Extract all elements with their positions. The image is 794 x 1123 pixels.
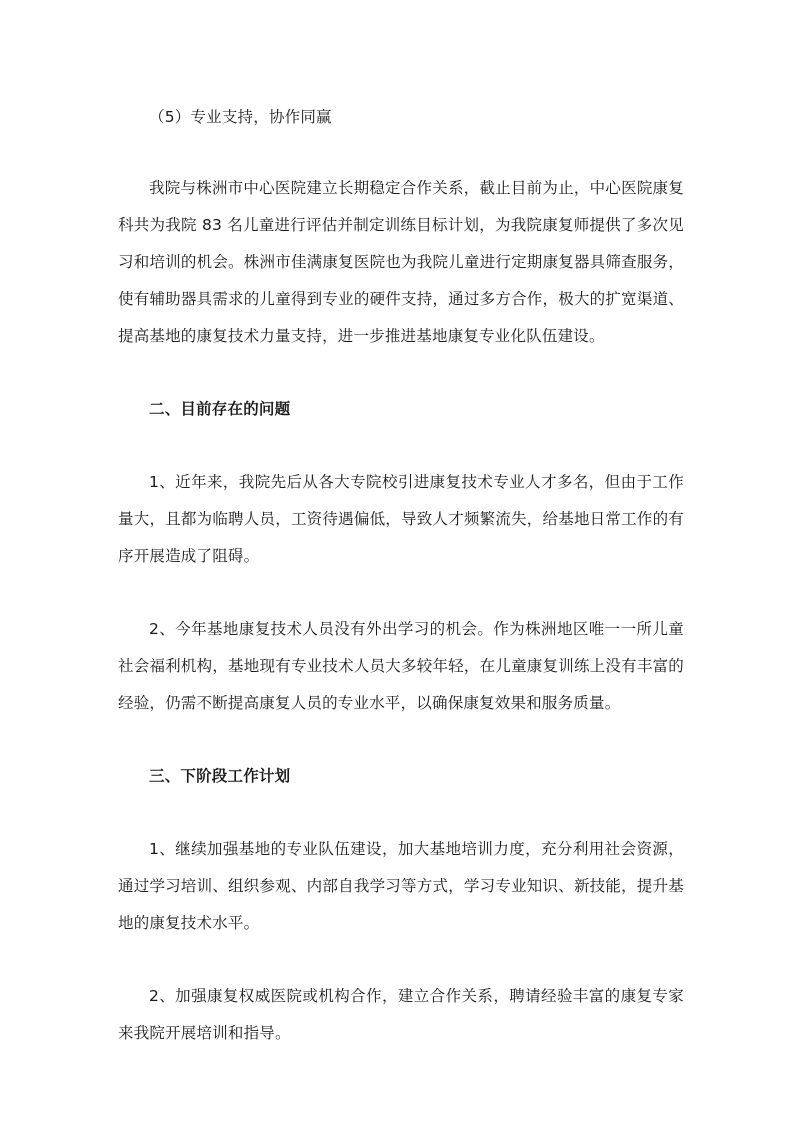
document-body — [118, 99, 684, 1052]
problem-item-2: 2、今年基地康复技术人员没有外出学习的机会。作为株洲地区唯一一所儿童社会福利机构，基地现有专业技术人员大多较年轻，在儿童康复训练上没有丰富的经验，仍需不断提高康复人员的专业水平，以确保康复效果和服务质量。 — [118, 620, 684, 712]
paragraph-spacer — [118, 136, 684, 170]
plan-item-2: 2、加强康复权威医院或机构合作，建立合作关系，聘请经验丰富的康复专家来我院开展培训和指导。 — [118, 987, 684, 1042]
paragraph-spacer — [118, 795, 684, 831]
paragraph-spacer — [118, 428, 684, 464]
section-heading-next-plan: 三、下阶段工作计划 — [149, 767, 291, 785]
paragraph-spacer — [118, 942, 684, 978]
plan-item-1: 1、继续加强基地的专业队伍建设，加大基地培训力度，充分利用社会资源，通过学习培训、组织参观、内部自我学习等方式，学习专业知识、新技能，提升基地的康复技术水平。 — [118, 840, 684, 932]
paragraph-spacer — [118, 355, 684, 391]
section-heading-current-problems: 二、目前存在的问题 — [149, 400, 291, 418]
paragraph-spacer — [118, 722, 684, 758]
problem-item-1: 1、近年来，我院先后从各大专院校引进康复技术专业人才多名，但由于工作量大，且都为临聘人员，工资待遇偏低，导致人才频繁流失，给基地日常工作的有序开展造成了阻碍。 — [118, 473, 684, 565]
sub-heading-professional-support: （5）专业支持，协作同赢 — [149, 108, 332, 126]
paragraph-cooperation: 我院与株洲市中心医院建立长期稳定合作关系，截止目前为止，中心医院康复科共为我院 83 名儿童进行评估并制定训练目标计划，为我院康复师提供了多次见习和培训的机会。株洲市佳满康复医院也为我院儿童进行定期康复器具筛查服务，使有辅助器具需求的儿童得到专业的硬件支持，通过多方合作，极大的扩宽渠道、提高基地的康复技术力量支持，进一步推进基地康复专业化队伍建设。 — [118, 179, 684, 345]
paragraph-spacer — [118, 575, 684, 611]
